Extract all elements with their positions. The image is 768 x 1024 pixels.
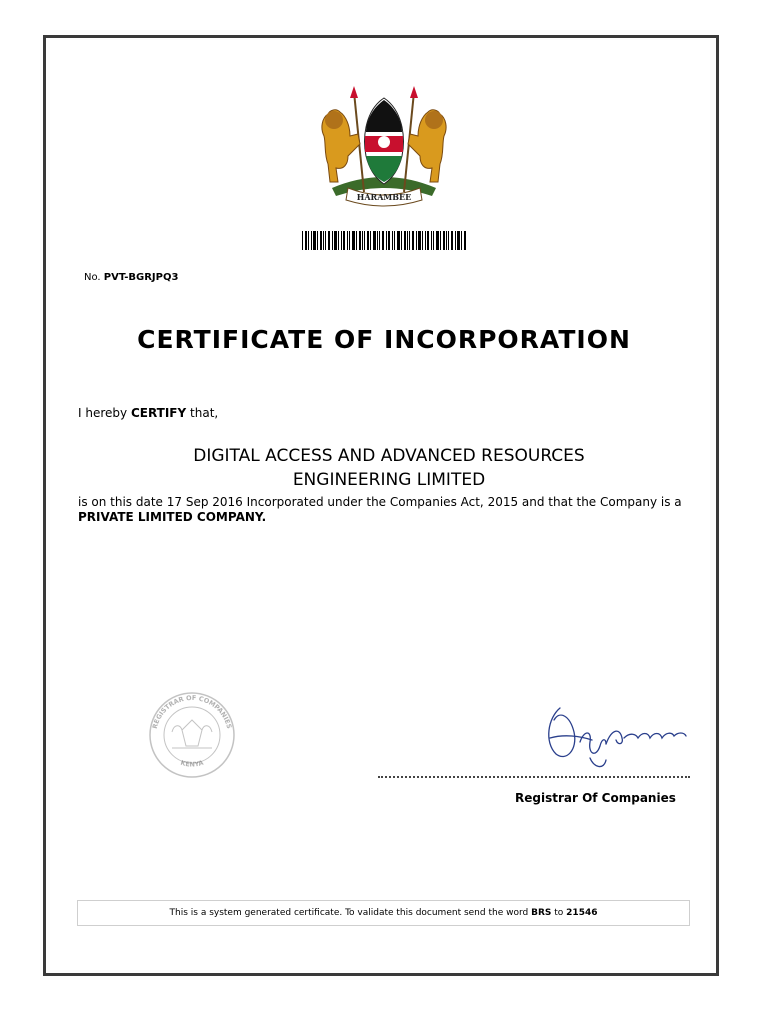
registrar-signature bbox=[540, 698, 690, 772]
certificate-number bbox=[84, 272, 178, 283]
svg-text:REGISTRAR OF COMPANIES bbox=[151, 694, 233, 730]
certify-suffix: that, bbox=[190, 406, 219, 420]
notice-shortcode: 21546 bbox=[566, 908, 598, 918]
certify-prefix: I hereby bbox=[78, 406, 128, 420]
registrar-seal-stamp bbox=[142, 690, 242, 780]
barcode bbox=[302, 231, 466, 250]
signature-line bbox=[378, 776, 690, 778]
notice-connector: to bbox=[554, 908, 564, 918]
registrar-title: Registrar Of Companies bbox=[515, 791, 676, 805]
company-type: PRIVATE LIMITED COMPANY. bbox=[78, 510, 267, 524]
motto-text: HARAMBEE bbox=[356, 192, 412, 202]
svg-text:KENYA bbox=[180, 759, 205, 769]
certify-word: CERTIFY bbox=[130, 406, 187, 420]
notice-keyword: BRS bbox=[531, 908, 552, 918]
incorporation-statement bbox=[78, 495, 698, 525]
certificate-title: CERTIFICATE OF INCORPORATION bbox=[137, 325, 631, 354]
notice-prefix: This is a system generated certificate. To validate this document send the word bbox=[169, 908, 529, 918]
kenya-coat-of-arms-icon bbox=[314, 84, 454, 208]
certify-line bbox=[78, 406, 218, 420]
seal-text-top: REGISTRAR OF COMPANIES bbox=[150, 693, 234, 730]
certificate-number-value: PVT-BGRJPQ3 bbox=[103, 272, 179, 283]
company-name-line1: DIGITAL ACCESS AND ADVANCED RESOURCES bbox=[193, 446, 585, 466]
company-name-line2: ENGINEERING LIMITED bbox=[292, 470, 486, 490]
statement-text: is on this date 17 Sep 2016 Incorporated under the Companies Act, 2015 and that the Company is a bbox=[78, 495, 682, 509]
validation-notice bbox=[77, 900, 690, 926]
company-name bbox=[100, 444, 678, 492]
seal-text-bottom: KENYA bbox=[179, 758, 205, 769]
certificate-number-label: No. bbox=[84, 272, 101, 283]
